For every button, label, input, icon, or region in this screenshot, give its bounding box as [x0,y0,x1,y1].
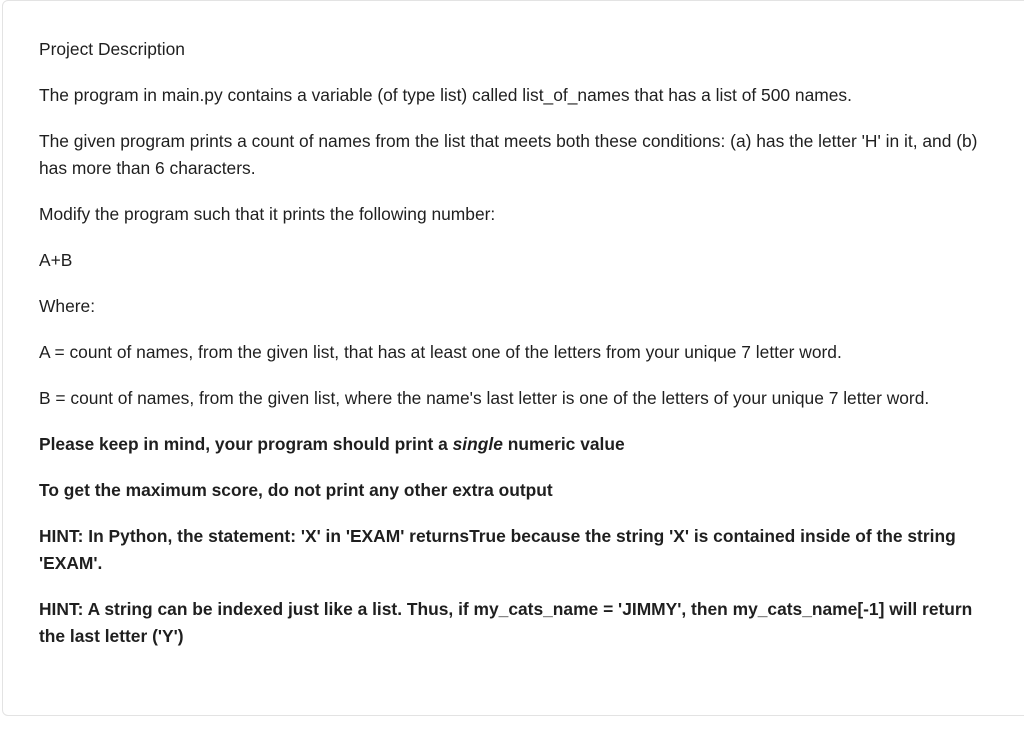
definition-a: A = count of names, from the given list, that has at least one of the letters from your unique 7 letter word. [39,342,842,362]
given-program-paragraph: The given program prints a count of names from the list that meets both these conditions: (a) has the letter 'H' in it, and (b) has more than 6 characters. [39,131,978,178]
keep-in-mind-note [39,431,989,458]
section-title: Project Description [39,39,185,59]
modify-paragraph: Modify the program such that it prints the following number: [39,204,496,224]
max-score-note: To get the maximum score, do not print any other extra output [39,480,553,500]
keep-in-mind-text-after: numeric value [502,434,625,454]
where-label: Where: [39,296,96,316]
hint-indexing: HINT: A string can be indexed just like a list. Thus, if my_cats_name = 'JIMMY', then my_cats_name[-1] will return the last letter ('Y') [39,599,973,646]
formula-text: A+B [39,250,73,270]
hint-in-operator: HINT: In Python, the statement: 'X' in 'EXAM' returnsTrue because the string 'X' is contained inside of the string 'EXAM'. [39,526,956,573]
keep-in-mind-text-before: Please keep in mind, your program should print a [39,434,453,454]
intro-paragraph: The program in main.py contains a variable (of type list) called list_of_names that has a list of 500 names. [39,85,852,105]
description-content [39,36,989,669]
definition-b: B = count of names, from the given list, where the name's last letter is one of the letters of your unique 7 letter word. [39,388,930,408]
keep-in-mind-emphasis: single [452,434,503,454]
